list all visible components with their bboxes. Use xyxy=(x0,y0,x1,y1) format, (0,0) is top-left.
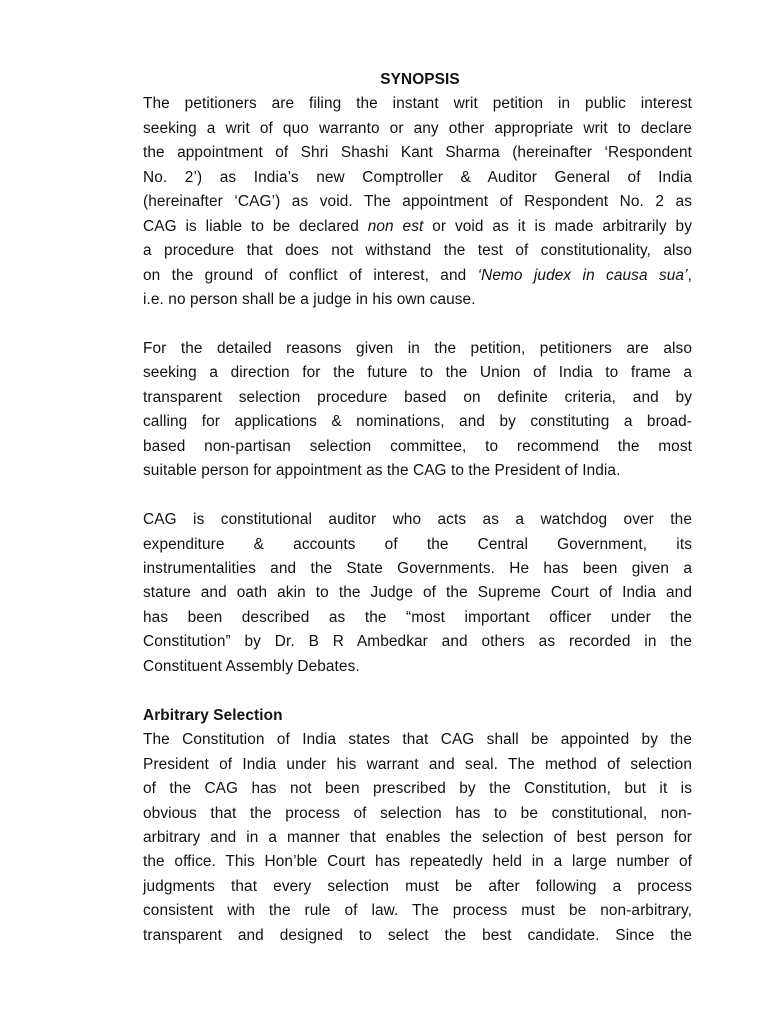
text-line: seeking a direction for the future to the Union of India to frame a xyxy=(143,364,692,382)
text-line: the appointment of Shri Shashi Kant Sharma (hereinafter ‘Respondent xyxy=(143,144,692,162)
text-line: (hereinafter ‘CAG’) as void. The appointment of Respondent No. 2 as xyxy=(143,193,692,211)
text-line: President of India under his warrant and seal. The method of selection xyxy=(143,755,692,773)
section-heading-arbitrary-selection: Arbitrary Selection xyxy=(143,706,283,724)
text-run: or void as it is made arbitrarily by xyxy=(423,217,693,235)
text-line xyxy=(143,215,692,239)
text-line: instrumentalities and the State Governments. He has been given a xyxy=(143,560,692,578)
text-line: arbitrary and in a manner that enables the selection of best person for xyxy=(143,829,692,846)
text-line: suitable person for appointment as the CAG to the President of India. xyxy=(143,462,621,480)
italic-term-non-est: non est xyxy=(367,217,424,235)
text-line: judgments that every selection must be after following a process xyxy=(143,877,692,895)
paragraph-direction-sought xyxy=(143,337,692,484)
text-line: The petitioners are filing the instant writ petition in public interest xyxy=(143,95,692,113)
text-line: has been described as the “most important officer under the xyxy=(143,608,692,626)
text-line: i.e. no person shall be a judge in his own cause. xyxy=(143,291,476,309)
text-line: a procedure that does not withstand the test of constitutionality, also xyxy=(143,242,692,260)
text-line: expenditure & accounts of the Central Government, its xyxy=(143,535,692,553)
paragraph-spacer xyxy=(143,484,692,508)
document-title: SYNOPSIS xyxy=(380,71,460,88)
text-line: The Constitution of India states that CAG shall be appointed by the xyxy=(143,731,692,749)
text-line: consistent with the rule of law. The process must be non-arbitrary, xyxy=(143,902,692,920)
text-line: based non-partisan selection committee, to recommend the most xyxy=(143,437,692,455)
text-line: For the detailed reasons given in the petition, petitioners are also xyxy=(143,339,692,357)
text-line: Constitution” by Dr. B R Ambedkar and others as recorded in the xyxy=(143,633,692,651)
text-line: Constituent Assembly Debates. xyxy=(143,657,360,675)
text-line: transparent and designed to select the best candidate. Since the xyxy=(143,926,692,944)
paragraph-spacer xyxy=(143,313,692,337)
paragraph-arbitrary-selection xyxy=(143,728,692,948)
text-line: calling for applications & nominations, and by constituting a broad- xyxy=(143,413,692,431)
text-line: seeking a writ of quo warranto or any other appropriate writ to declare xyxy=(143,119,692,137)
text-line: obvious that the process of selection has to be constitutional, non- xyxy=(143,804,692,822)
text-line xyxy=(143,264,692,288)
text-line: stature and oath akin to the Judge of the Supreme Court of India and xyxy=(143,584,692,602)
italic-term-nemo-judex: ‘Nemo judex in causa sua’ xyxy=(477,266,688,284)
text-line: No. 2’) as India’s new Comptroller & Auditor General of India xyxy=(143,168,692,186)
paragraph-cag-role xyxy=(143,508,692,679)
paragraph-spacer xyxy=(143,679,692,703)
text-run: , xyxy=(687,266,692,284)
paragraph-petition-intro xyxy=(143,92,692,312)
text-run: CAG is liable to be declared xyxy=(143,217,368,235)
text-line: CAG is constitutional auditor who acts as a watchdog over the xyxy=(143,511,692,529)
text-line: of the CAG has not been prescribed by the Constitution, but it is xyxy=(143,780,692,798)
document-page xyxy=(143,68,692,948)
text-line: the office. This Hon’ble Court has repeatedly held in a large number of xyxy=(143,853,692,871)
text-line: transparent selection procedure based on definite criteria, and by xyxy=(143,388,692,406)
text-run: on the ground of conflict of interest, and xyxy=(143,266,478,284)
